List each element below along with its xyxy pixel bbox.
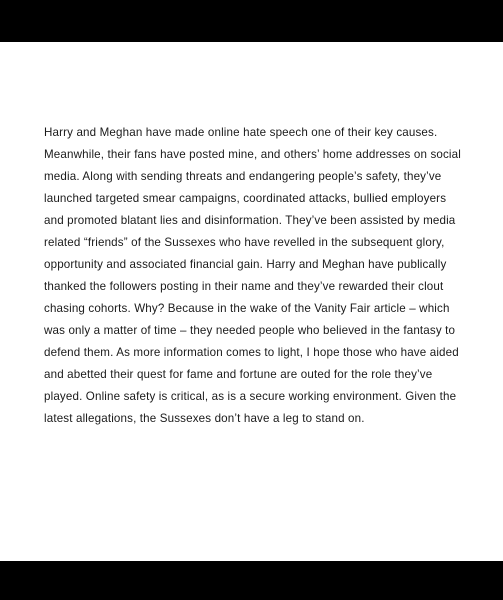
statement-card — [0, 42, 503, 561]
bottom-letterbox-bar — [0, 561, 503, 600]
top-letterbox-bar — [0, 0, 503, 42]
statement-text: Harry and Meghan have made online hate speech one of their key causes. Meanwhile, their fans have posted mine, and others’ home addresses on social media. Along with sending threats and endangering people’s safety, they’ve launched targeted smear campaigns, coordinated attacks, bullied employers and promoted blatant lies and disinformation. They’ve been assisted by media related “friends” of the Sussexes who have revelled in the subsequent glory, opportunity and associated financial gain. Harry and Meghan have publically thanked the followers posting in their name and they’ve rewarded their clout chasing cohorts. Why? Because in the wake of the Vanity Fair article – which was only a matter of time – they needed people who believed in the fantasy to defend them. As more information comes to light, I hope those who have aided and abetted their quest for fame and fortune are outed for the role they’ve played. Online safety is critical, as is a secure working environment. Given the latest allegations, the Sussexes don’t have a leg to stand on. — [44, 126, 461, 425]
